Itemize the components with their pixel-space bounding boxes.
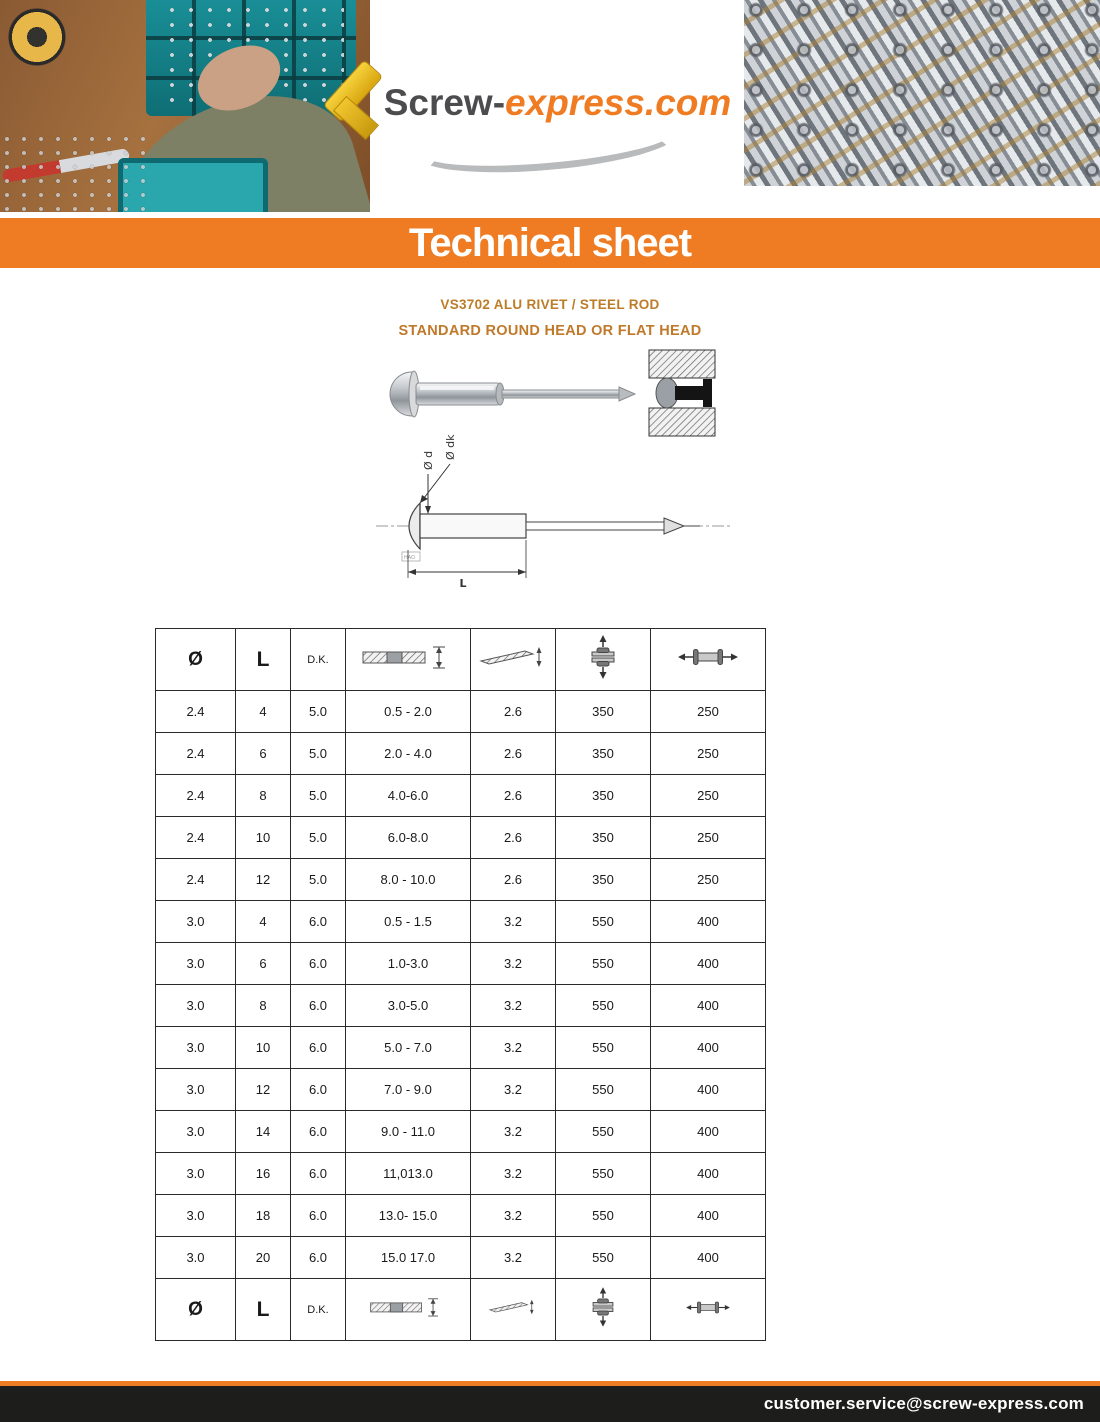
table-cell: 4.0-6.0	[346, 775, 471, 817]
table-cell: 11,013.0	[346, 1153, 471, 1195]
col-header-length: L	[236, 629, 291, 691]
table-cell: 400	[651, 1195, 766, 1237]
table-cell: 400	[651, 1069, 766, 1111]
table-row	[156, 733, 766, 775]
table-cell: 400	[651, 943, 766, 985]
shear-strength-icon	[686, 1298, 730, 1317]
table-cell: 4	[236, 901, 291, 943]
table-cell: 350	[556, 859, 651, 901]
footer-col-tensile	[556, 1279, 651, 1341]
table-cell: 3.0-5.0	[346, 985, 471, 1027]
table-cell: 3.0	[156, 1027, 236, 1069]
contact-email[interactable]: customer.service@screw-express.com	[763, 1394, 1084, 1413]
table-cell: 15.0 17.0	[346, 1237, 471, 1279]
table-cell: 6.0	[291, 1069, 346, 1111]
table-row	[156, 1069, 766, 1111]
table-cell: 550	[556, 1111, 651, 1153]
table-cell: 550	[556, 1153, 651, 1195]
table-cell: 6.0	[291, 1027, 346, 1069]
table-row	[156, 901, 766, 943]
table-row	[156, 817, 766, 859]
grip-range-icon	[361, 643, 456, 671]
table-header-row	[156, 629, 766, 691]
table-cell: 2.6	[471, 859, 556, 901]
table-cell: 6	[236, 943, 291, 985]
table-cell: 550	[556, 1195, 651, 1237]
table-cell: 12	[236, 1069, 291, 1111]
tape-measure	[8, 8, 66, 66]
table-cell: 350	[556, 733, 651, 775]
table-cell: 3.2	[471, 1111, 556, 1153]
table-cell: 6.0	[291, 985, 346, 1027]
table-row	[156, 1237, 766, 1279]
spec-table	[155, 628, 766, 1341]
technical-sheet-banner	[0, 218, 1100, 268]
table-cell: 250	[651, 691, 766, 733]
table-cell: 3.2	[471, 1195, 556, 1237]
rivet-photo	[362, 352, 642, 437]
footer-col-length: L	[236, 1279, 291, 1341]
table-cell: 5.0	[291, 775, 346, 817]
table-cell: 0.5 - 2.0	[346, 691, 471, 733]
table-cell: 13.0- 15.0	[346, 1195, 471, 1237]
table-cell: 16	[236, 1153, 291, 1195]
brand-prefix: Screw-	[383, 82, 506, 123]
screws-pile-photo	[744, 0, 1100, 186]
table-cell: 250	[651, 859, 766, 901]
table-cell: 18	[236, 1195, 291, 1237]
table-cell: 550	[556, 985, 651, 1027]
hole-diameter-icon	[487, 1297, 539, 1317]
table-cell: 3.2	[471, 901, 556, 943]
table-cell: 3.0	[156, 985, 236, 1027]
table-cell: 3.0	[156, 901, 236, 943]
table-cell: 8	[236, 985, 291, 1027]
table-cell: 550	[556, 943, 651, 985]
table-cell: 6	[236, 733, 291, 775]
table-cell: 5.0	[291, 691, 346, 733]
tensile-strength-icon	[585, 1287, 621, 1327]
table-cell: 2.0 - 4.0	[346, 733, 471, 775]
grip-range-icon	[369, 1294, 447, 1320]
table-cell: 550	[556, 1027, 651, 1069]
table-cell: 8.0 - 10.0	[346, 859, 471, 901]
table-row	[156, 985, 766, 1027]
tensile-strength-icon	[583, 635, 623, 679]
table-row	[156, 1195, 766, 1237]
dim-label-d: Ø d	[422, 450, 435, 470]
table-cell: 350	[556, 691, 651, 733]
table-cell: 3.2	[471, 943, 556, 985]
dim-label-dk: Ø dk	[444, 434, 457, 460]
table-cell: 550	[556, 901, 651, 943]
table-cell: 400	[651, 1153, 766, 1195]
banner-title: Technical sheet	[408, 220, 692, 265]
table-cell: 6.0	[291, 943, 346, 985]
table-cell: 8	[236, 775, 291, 817]
table-cell: 2.6	[471, 691, 556, 733]
col-header-grip	[346, 629, 471, 691]
logo-area	[370, 0, 745, 212]
table-cell: 3.0	[156, 943, 236, 985]
table-cell: 1.0-3.0	[346, 943, 471, 985]
rivet-dimension-drawing	[358, 434, 738, 594]
table-cell: 3.2	[471, 985, 556, 1027]
table-cell: 5.0	[291, 733, 346, 775]
table-cell: 6.0	[291, 1153, 346, 1195]
table-cell: 400	[651, 1237, 766, 1279]
table-cell: 2.4	[156, 859, 236, 901]
table-cell: 550	[556, 1237, 651, 1279]
table-footer-row	[156, 1279, 766, 1341]
footer-bar	[0, 1386, 1100, 1422]
hole-diameter-icon	[477, 644, 549, 670]
table-cell: 250	[651, 733, 766, 775]
brand-suffix: express.com	[505, 82, 732, 123]
rivet-cross-section-diagram	[645, 346, 720, 441]
table-cell: 6.0	[291, 1237, 346, 1279]
table-cell: 5.0	[291, 859, 346, 901]
table-cell: 10	[236, 817, 291, 859]
table-cell: 400	[651, 1027, 766, 1069]
table-cell: 20	[236, 1237, 291, 1279]
table-cell: 6.0	[291, 1111, 346, 1153]
workbench-photo	[0, 0, 370, 212]
screw-heads-texture	[744, 0, 1100, 186]
table-cell: 5.0 - 7.0	[346, 1027, 471, 1069]
table-cell: 350	[556, 817, 651, 859]
product-subtitle: STANDARD ROUND HEAD OR FLAT HEAD	[398, 323, 702, 339]
table-cell: 6.0	[291, 1195, 346, 1237]
table-cell: 6.0	[291, 901, 346, 943]
col-header-hole	[471, 629, 556, 691]
footer-col-hole	[471, 1279, 556, 1341]
table-cell: 10	[236, 1027, 291, 1069]
table-row	[156, 943, 766, 985]
table-cell: 3.2	[471, 1027, 556, 1069]
table-cell: 2.4	[156, 691, 236, 733]
table-cell: 6.0-8.0	[346, 817, 471, 859]
footer-col-shear	[651, 1279, 766, 1341]
metal-bits	[0, 132, 150, 212]
table-cell: 2.6	[471, 817, 556, 859]
table-cell: 4	[236, 691, 291, 733]
table-cell: 3.2	[471, 1069, 556, 1111]
table-cell: 400	[651, 1111, 766, 1153]
col-header-diameter: Ø	[156, 629, 236, 691]
table-cell: 2.6	[471, 775, 556, 817]
table-cell: 350	[556, 775, 651, 817]
footer-col-dk: D.K.	[291, 1279, 346, 1341]
table-cell: 3.0	[156, 1153, 236, 1195]
table-cell: 3.0	[156, 1195, 236, 1237]
shear-strength-icon	[678, 644, 738, 670]
table-row	[156, 1153, 766, 1195]
table-cell: 400	[651, 901, 766, 943]
table-cell: 9.0 - 11.0	[346, 1111, 471, 1153]
table-cell: 5.0	[291, 817, 346, 859]
table-row	[156, 1111, 766, 1153]
table-row	[156, 775, 766, 817]
table-cell: 250	[651, 817, 766, 859]
footer-col-diameter: Ø	[156, 1279, 236, 1341]
table-cell: 3.2	[471, 1153, 556, 1195]
table-cell: 3.0	[156, 1237, 236, 1279]
table-row	[156, 691, 766, 733]
table-cell: 3.2	[471, 1237, 556, 1279]
table-cell: 0.5 - 1.5	[346, 901, 471, 943]
footer-col-grip	[346, 1279, 471, 1341]
table-cell: 3.0	[156, 1069, 236, 1111]
table-cell: 550	[556, 1069, 651, 1111]
table-cell: 7.0 - 9.0	[346, 1069, 471, 1111]
dim-label-length: L	[459, 577, 467, 590]
col-header-shear	[651, 629, 766, 691]
col-header-tensile	[556, 629, 651, 691]
table-row	[156, 1027, 766, 1069]
table-cell: 12	[236, 859, 291, 901]
table-cell: 2.6	[471, 733, 556, 775]
table-cell: 14	[236, 1111, 291, 1153]
table-cell: 2.4	[156, 817, 236, 859]
table-cell: 250	[651, 775, 766, 817]
table-cell: 2.4	[156, 775, 236, 817]
table-row	[156, 859, 766, 901]
product-title: VS3702 ALU RIVET / STEEL ROD	[440, 297, 660, 312]
table-cell: 2.4	[156, 733, 236, 775]
table-cell: 3.0	[156, 1111, 236, 1153]
col-header-dk: D.K.	[291, 629, 346, 691]
table-cell: 400	[651, 985, 766, 1027]
head-stamp: HAO	[404, 555, 416, 561]
